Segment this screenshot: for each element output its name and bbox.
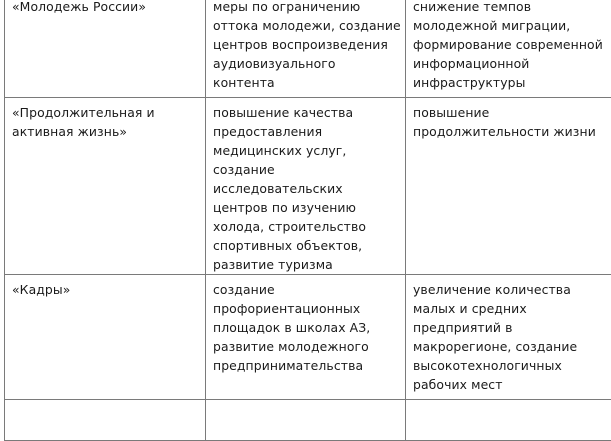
program-name: «Молодежь России» [5, 0, 205, 16]
result-cell [406, 0, 611, 98]
programs-table-container [4, 0, 611, 441]
program-cell [5, 98, 206, 275]
program-cell [5, 0, 206, 98]
result-text: увеличение количества малых и средних предприятий в макрорегионе, создание высокотехнологичных рабочих мест [406, 275, 611, 394]
program-name [5, 400, 205, 404]
measures-text: повышение качества предоставления медицинских услуг, создание исследовательских центров по изучению холода, строительство спортивных объектов, развитие туризма [206, 98, 405, 274]
measures-text: создание профориентационных площадок в школах АЗ, развитие молодежного предпринимательства [206, 275, 405, 375]
programs-table [4, 0, 611, 441]
result-cell [406, 275, 611, 400]
measures-cell [206, 98, 406, 275]
result-text: повышение продолжительности жизни [406, 98, 611, 141]
program-cell [5, 275, 206, 400]
table-row [5, 400, 611, 441]
table-row [5, 275, 611, 400]
result-cell [406, 400, 611, 441]
result-cell [406, 98, 611, 275]
program-cell [5, 400, 206, 441]
table-row [5, 98, 611, 275]
measures-cell [206, 400, 406, 441]
measures-text [206, 400, 405, 404]
measures-text: меры по ограничению оттока молодежи, создание центров воспроизведения аудиовизуального контента [206, 0, 405, 92]
measures-cell [206, 275, 406, 400]
result-text [406, 400, 611, 404]
table-row [5, 0, 611, 98]
program-name: «Продолжительная и активная жизнь» [5, 98, 205, 141]
program-name: «Кадры» [5, 275, 205, 299]
measures-cell [206, 0, 406, 98]
result-text: снижение темпов молодежной миграции, формирование современной информационной инфраструктуры [406, 0, 611, 92]
